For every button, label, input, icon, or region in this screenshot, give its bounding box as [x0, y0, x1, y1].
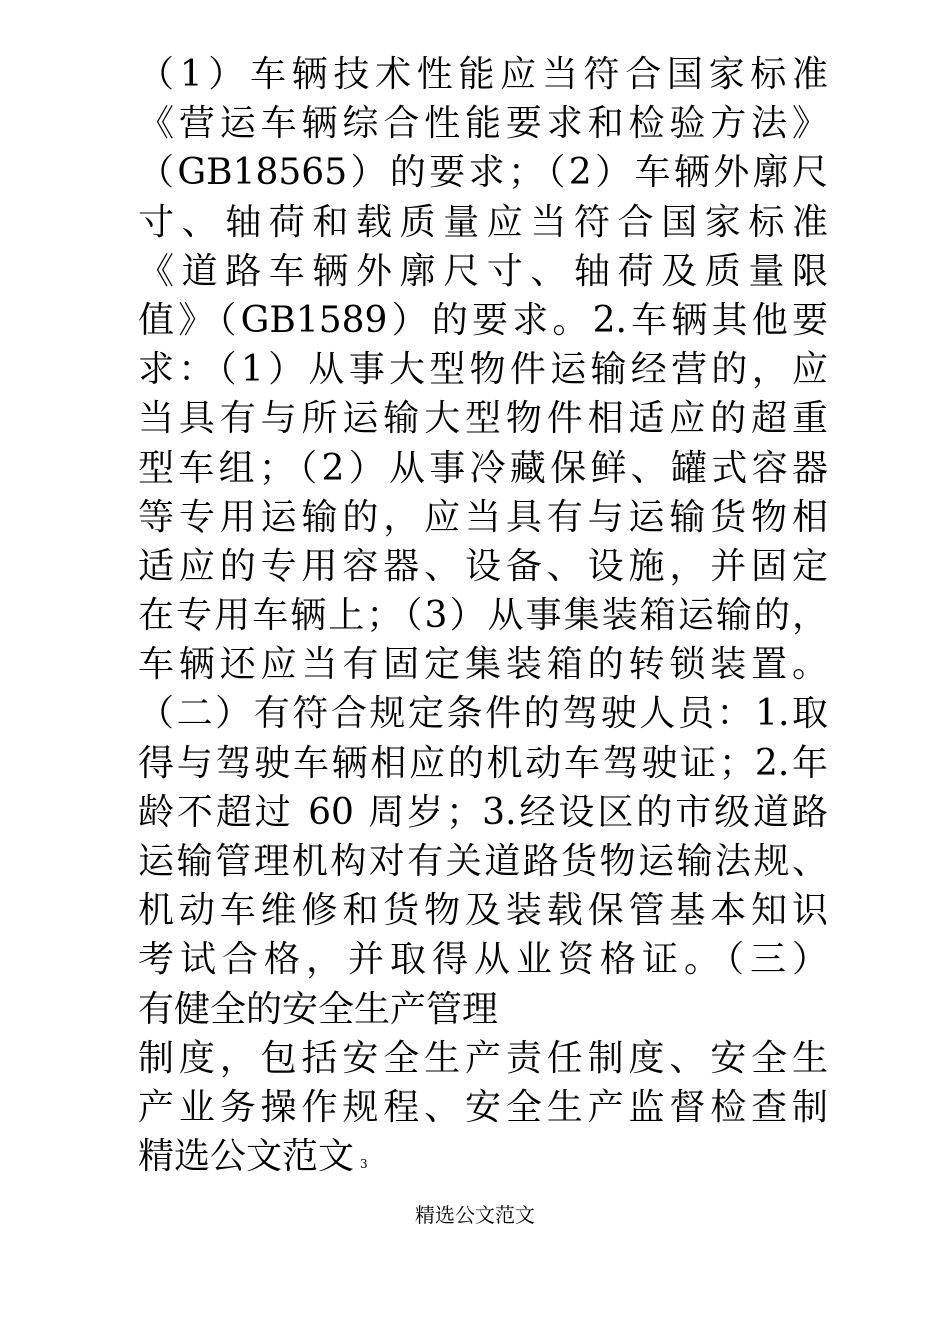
- text-line-13: 车辆还应当有固定集装箱的转锁装置。: [138, 644, 828, 686]
- text-line-5: 《道路车辆外廓尺寸、轴荷及质量限: [138, 250, 828, 292]
- text-line-20: 有健全的安全生产管理: [138, 988, 499, 1030]
- text-line-17: 运输管理机构对有关道路货物运输法规、: [138, 841, 828, 882]
- text-line-10: 等专用运输的，应当具有与运输货物相: [138, 496, 828, 538]
- text-line-11: 适应的专用容器、设备、设施，并固定: [138, 545, 828, 587]
- page-footer: 精选公文范文: [415, 1203, 535, 1227]
- page-number: 3: [360, 1157, 368, 1172]
- text-line-15: 得与驾驶车辆相应的机动车驾驶证；2.年: [138, 742, 828, 784]
- text-line-9: 型车组；（2）从事冷藏保鲜、罐式容器: [138, 447, 828, 489]
- body-text: [138, 50, 828, 1181]
- text-line-18: 机动车维修和货物及装载保管基本知识: [138, 890, 828, 932]
- text-line-12: 在专用车辆上；（3）从事集装箱运输的，: [138, 595, 828, 637]
- text-line-8: 当具有与所运输大型物件相适应的超重: [138, 398, 828, 440]
- text-line-14: （二）有符合规定条件的驾驶人员：1.取: [138, 693, 828, 735]
- text-line-6: 值》（GB1589）的要求。2.车辆其他要: [138, 299, 828, 341]
- text-line-1: （1）车辆技术性能应当符合国家标准: [138, 54, 828, 95]
- text-line-7: 求：（1）从事大型物件运输经营的，应: [138, 349, 828, 391]
- last-line-text: 精选公文范文: [138, 1136, 355, 1178]
- text-line-22: 产业务操作规程、安全生产监督检查制: [138, 1086, 828, 1128]
- text-line-21: 制度，包括安全生产责任制度、安全生: [138, 1037, 828, 1079]
- text-line-3: （GB18565）的要求；（2）车辆外廓尺: [138, 152, 828, 194]
- text-line-4: 寸、轴荷和载质量应当符合国家标准: [138, 201, 828, 243]
- text-line-16: 龄不超过 60 周岁；3.经设区的市级道路: [138, 791, 828, 833]
- text-line-2: 《营运车辆综合性能要求和检验方法》: [138, 103, 828, 145]
- text-line-23: [138, 1132, 828, 1181]
- text-line-19: 考试合格，并取得从业资格证。（三）: [138, 939, 828, 981]
